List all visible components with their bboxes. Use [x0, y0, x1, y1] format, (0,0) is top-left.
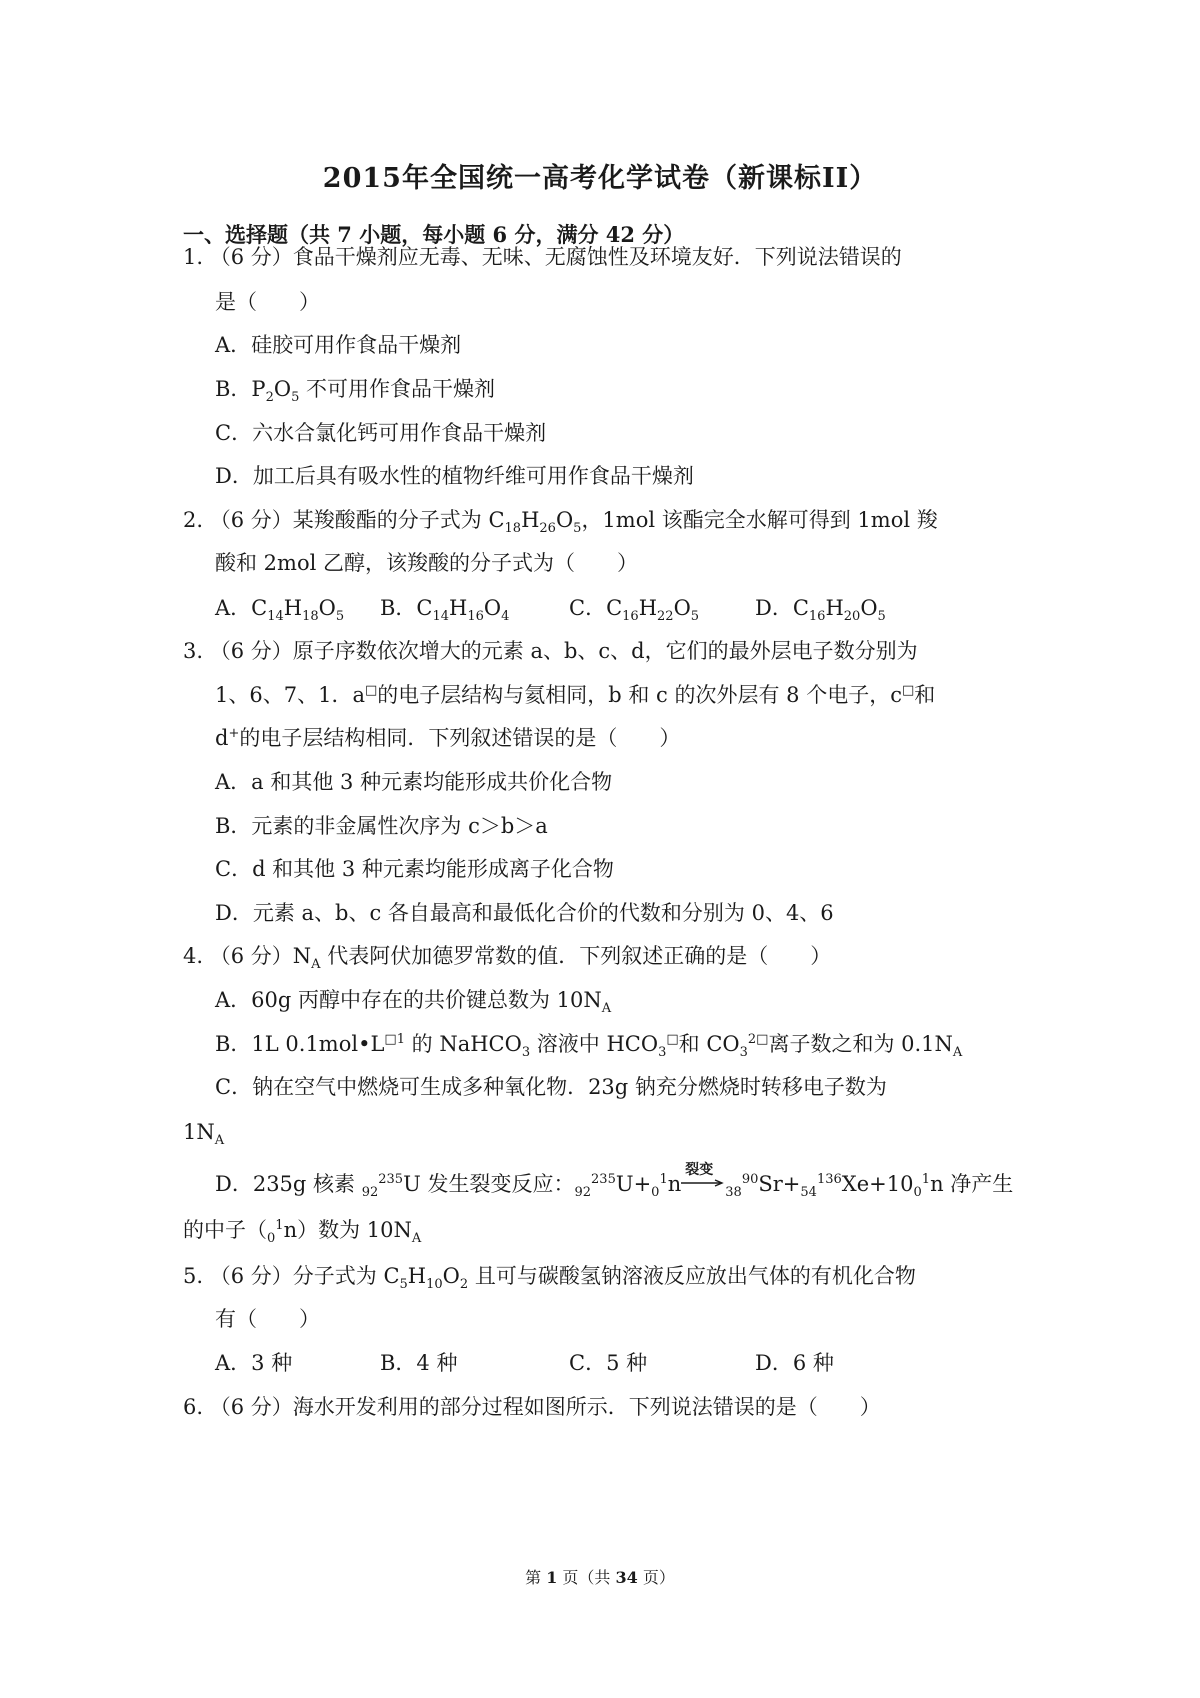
- q2-option-c: C．$C_{16}H_{22}O_5$: [569, 596, 700, 624]
- q1-option-d: D．加工后具有吸水性的植物纤维可用作食品干燥剂: [215, 464, 694, 488]
- q2-option-a: A．$C_{14}H_{18}O_5$: [215, 596, 345, 624]
- question-3-line-1: 3. （6 分）原子序数依次增大的元素 a、b、c、d，它们的最外层电子数分别为: [183, 639, 918, 663]
- q4-option-b: B．1L $0.1mol•L^{□1}$ 的 NaHCO$_3$ 溶液中 $HCO_3^□$和 $CO_3^{2□}$离子数之和为 $0.1N_A$: [215, 1032, 963, 1060]
- q3-option-b: B．元素的非金属性次序为 c＞b＞a: [215, 814, 548, 838]
- question-2-line-2: 酸和 2mol 乙醇，该羧酸的分子式为（ ）: [215, 551, 638, 575]
- question-number: 1.: [183, 245, 204, 269]
- page-total: 34: [615, 1568, 638, 1587]
- q2-options: [215, 593, 975, 623]
- q4-option-d-line-1: D．235g 核素 $_{92}^{235}$U 发生裂变反应：$_{92}^{235}U+_0^1n$ 裂变 $_{38}^{90}Sr+_{54}^{136}Xe+10_0^1n$ 净产生: [215, 1162, 1014, 1200]
- question-1-line-1: [183, 242, 902, 272]
- q4-option-c-line-1: C．钠在空气中燃烧可生成多种氧化物．23g 钠充分燃烧时转移电子数为: [215, 1075, 887, 1099]
- q5-option-b: B．4 种: [380, 1351, 458, 1375]
- q2-option-d: D．$C_{16}H_{20}O_5$: [755, 596, 886, 624]
- q4-option-d-line-2: 的中子$(_0^1n)$数为 $10N_A$: [183, 1218, 422, 1246]
- question-3-line-3: d+的电子层结构相同．下列叙述错误的是（ ）: [215, 726, 681, 750]
- question-6-line-1: 6. （6 分）海水开发利用的部分过程如图所示．下列说法错误的是（ ）: [183, 1395, 881, 1419]
- q5-option-a: A．3 种: [215, 1351, 293, 1375]
- q3-option-d: D．元素 a、b、c 各自最高和最低化合价的代数和分别为 0、4、6: [215, 901, 834, 925]
- question-2-line-1: 2. （6 分）某羧酸酯的分子式为 $C_{18}H_{26}O_5$，1mol 该酯完全水解可得到 1mol 羧: [183, 508, 938, 536]
- q5-option-c: C．5 种: [569, 1351, 648, 1375]
- q4-option-c-line-2: $1N_A$: [183, 1120, 225, 1148]
- q2-option-b: B．$C_{14}H_{16}O_4$: [380, 596, 510, 624]
- q1-option-b: B．$P_2O_5$ 不可用作食品干燥剂: [215, 377, 496, 405]
- q1-option-c: C．六水合氯化钙可用作食品干燥剂: [215, 421, 547, 445]
- question-1-line-2: 是（ ）: [215, 290, 320, 314]
- page-number: 1: [546, 1568, 558, 1587]
- q1-option-a: A．硅胶可用作食品干燥剂: [215, 333, 462, 357]
- page-footer: 第 1 页（共 34 页）: [525, 1568, 675, 1587]
- q4-option-a: A．60g 丙醇中存在的共价键总数为 $10N_A$: [215, 988, 612, 1016]
- question-text: （6 分）食品干燥剂应无毒、无味、无腐蚀性及环境友好．下列说法错误的: [209, 245, 902, 269]
- question-5-line-2: 有（ ）: [215, 1307, 320, 1331]
- q5-options: [215, 1348, 975, 1378]
- question-3-line-2: 1、6、7、1．a□的电子层结构与氦相同，b 和 c 的次外层有 8 个电子，c□和: [215, 683, 936, 707]
- question-4-line-1: 4. （6 分）$N_A$ 代表阿伏加德罗常数的值．下列叙述正确的是（ ）: [183, 944, 832, 972]
- question-5-line-1: 5. （6 分）分子式为 $C_5H_{10}O_2$ 且可与碳酸氢钠溶液反应放出气体的有机化合物: [183, 1264, 916, 1292]
- section-title: 一、选择题（共 7 小题，每小题 6 分，满分 42 分）: [183, 222, 685, 247]
- page-title: 2015年全国统一高考化学试卷（新课标II）: [322, 163, 878, 194]
- q3-option-a: A．a 和其他 3 种元素均能形成共价化合物: [215, 770, 613, 794]
- q3-option-c: C．d 和其他 3 种元素均能形成离子化合物: [215, 857, 614, 881]
- arrow-icon: [681, 1179, 725, 1187]
- reaction-arrow: 裂变: [681, 1171, 725, 1193]
- q5-option-d: D．6 种: [755, 1351, 834, 1375]
